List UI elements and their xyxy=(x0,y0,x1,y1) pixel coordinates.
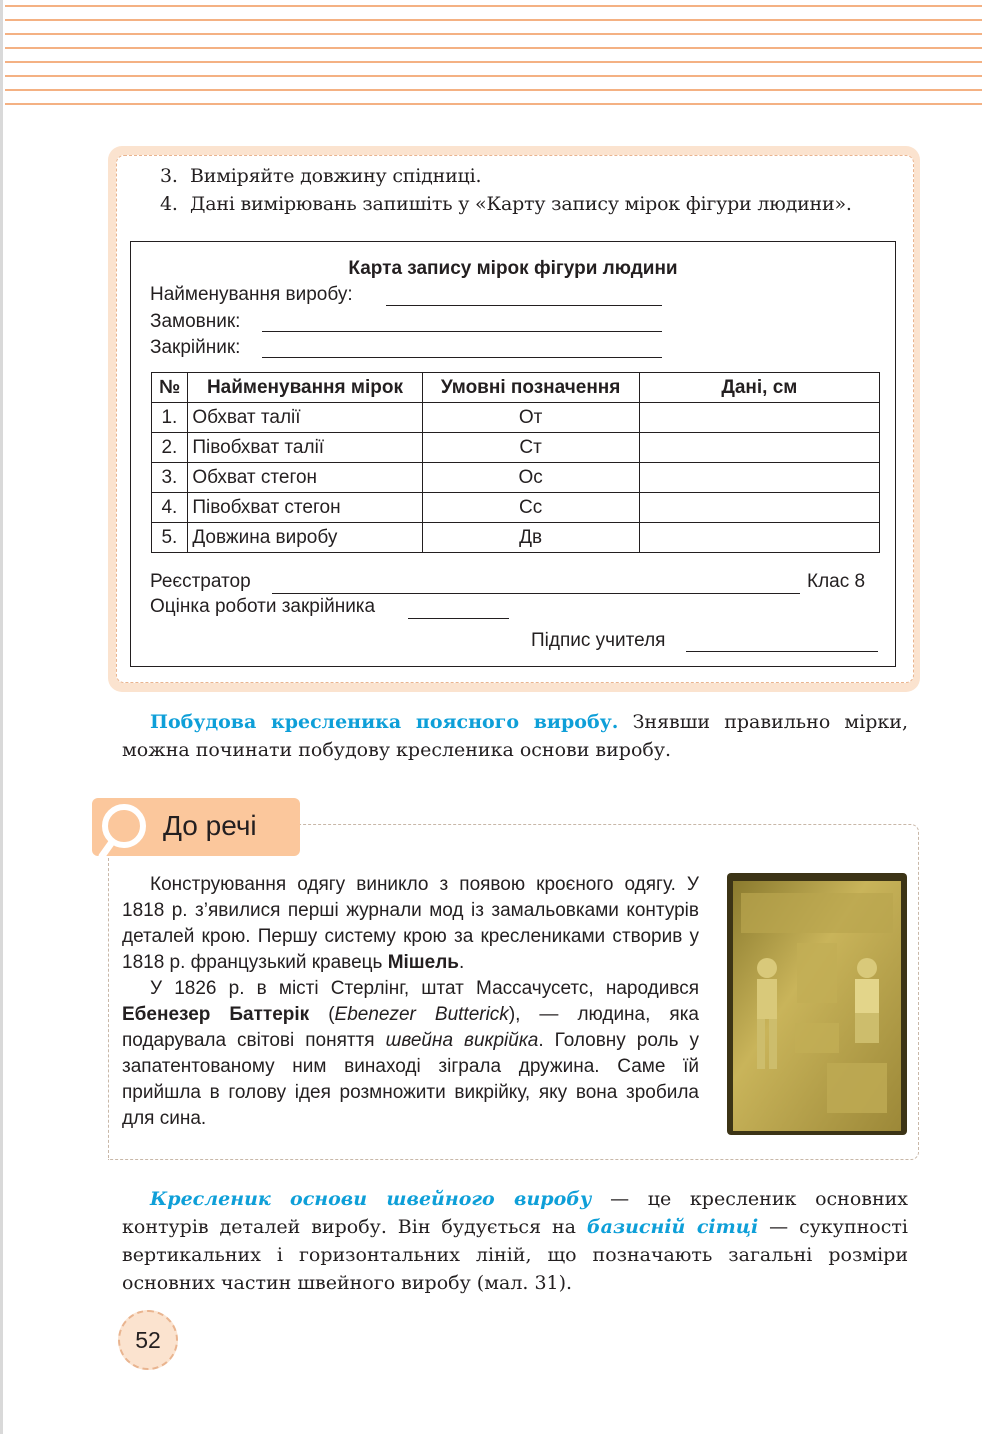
top-ruled-lines xyxy=(5,5,982,110)
measure-symbol: Дв xyxy=(422,523,639,553)
signature-label: Підпис учителя xyxy=(531,630,666,651)
measure-name: Півобхват талії xyxy=(188,433,422,463)
measure-data-cell xyxy=(639,463,879,493)
step-4-number: 4. xyxy=(160,193,178,215)
step-3 xyxy=(160,165,481,187)
measure-name: Півобхват стегон xyxy=(188,493,422,523)
measure-name: Довжина виробу xyxy=(188,523,422,553)
customer-label: Замовник: xyxy=(150,311,241,332)
measure-symbol: Сс xyxy=(422,493,639,523)
measurement-card xyxy=(130,241,896,667)
step-3-number: 3. xyxy=(160,165,178,187)
column-header-symbol: Умовні позначення xyxy=(422,373,639,403)
table-row xyxy=(152,433,880,463)
note-text: У 1826 р. в місті Стерлінг, штат Массачусетс, народився xyxy=(150,978,699,999)
note-italic-name: Ebenezer Butterick xyxy=(334,1004,509,1025)
measurements-table xyxy=(151,372,880,553)
column-header-number: № xyxy=(152,373,188,403)
table-row xyxy=(152,463,880,493)
step-3-text: Виміряйте довжину спідниці. xyxy=(190,165,482,187)
cutter-label: Закрійник: xyxy=(150,337,241,358)
row-number: 4. xyxy=(152,493,188,523)
registrar-label: Реєстратор xyxy=(150,571,251,592)
measure-name: Обхват стегон xyxy=(188,463,422,493)
row-number: 1. xyxy=(152,403,188,433)
column-header-data: Дані, см xyxy=(639,373,879,403)
page-number: 52 xyxy=(118,1310,178,1370)
row-number: 5. xyxy=(152,523,188,553)
customer-line xyxy=(262,331,662,332)
measure-symbol: Ос xyxy=(422,463,639,493)
table-row xyxy=(152,403,880,433)
measure-symbol: Ст xyxy=(422,433,639,463)
row-number: 3. xyxy=(152,463,188,493)
cutter-line xyxy=(262,357,662,358)
table-row xyxy=(152,493,880,523)
class-label: Клас 8 xyxy=(807,571,866,592)
magnifier-icon xyxy=(96,800,158,860)
step-4-text: Дані вимірювань запишіть у «Карту запису мірок фігури людини». xyxy=(190,193,852,215)
note-bold-name: Мішель xyxy=(387,952,459,973)
note-text: Конструювання одягу виникло з появою кроєного одягу. У 1818 р. з’явилися перші журнали мод із замальовками контурів деталей крою. Першу систему крою за креслениками створив у 1818 р. французький кравець xyxy=(122,874,699,973)
signature-line xyxy=(686,651,878,652)
grade-label: Оцінка роботи закрійника xyxy=(150,596,376,617)
step-4 xyxy=(160,193,852,215)
paragraph-drafting-definition xyxy=(122,1185,908,1297)
measure-data-cell xyxy=(639,403,879,433)
table-header-row xyxy=(152,373,880,403)
registrar-line xyxy=(272,593,800,594)
note-bold-name: Ебенезер Баттерік xyxy=(122,1004,310,1025)
note-paragraph-2 xyxy=(122,976,699,1132)
paragraph-text: — сукупності вертикальних і горизонтальних ліній, що позначають загальні розміри основних частин швейного виробу (мал. 31). xyxy=(122,1216,908,1294)
note-box-left-border xyxy=(108,858,109,1158)
note-paragraph-1 xyxy=(122,872,699,976)
page-margin-line xyxy=(0,0,3,1434)
product-name-label: Найменування виробу: xyxy=(150,284,353,305)
vintage-pattern-photo xyxy=(727,873,907,1135)
measure-name: Обхват талії xyxy=(188,403,422,433)
note-text: . xyxy=(458,952,465,973)
note-text: ( xyxy=(309,1004,335,1025)
grade-line xyxy=(408,618,509,619)
measure-data-cell xyxy=(639,433,879,463)
paragraph-text: Знявши правильно мірки, можна починати побудову кресленика основи виробу. xyxy=(122,711,908,761)
term-highlight: Побудова кресленика поясного виробу. xyxy=(150,711,619,733)
card-title: Карта запису мірок фігури людини xyxy=(348,258,678,279)
column-header-measure-name: Найменування мірок xyxy=(188,373,422,403)
note-text: . Головну роль у запатентованому ним винаході зіграла дружина. Саме їй прийшла в голову ідея розмножити викрійку, яку вона зробила для сина. xyxy=(122,1030,700,1129)
note-text: ), — людина, яка подарувала світові поняття xyxy=(122,1004,699,1051)
table-row xyxy=(152,523,880,553)
product-name-line xyxy=(386,305,662,306)
note-title: До речі xyxy=(163,810,257,841)
term-highlight: Кресленик основи швейного виробу xyxy=(150,1188,592,1210)
term-highlight: базисній сітці xyxy=(586,1216,759,1238)
paragraph-text: — це кресленик основних контурів деталей виробу. Він будується на xyxy=(122,1188,909,1238)
row-number: 2. xyxy=(152,433,188,463)
note-italic-term: швейна викрійка xyxy=(385,1030,539,1051)
measure-symbol: От xyxy=(422,403,639,433)
paragraph-drafting-intro xyxy=(122,708,908,764)
measure-data-cell xyxy=(639,493,879,523)
measure-data-cell xyxy=(639,523,879,553)
